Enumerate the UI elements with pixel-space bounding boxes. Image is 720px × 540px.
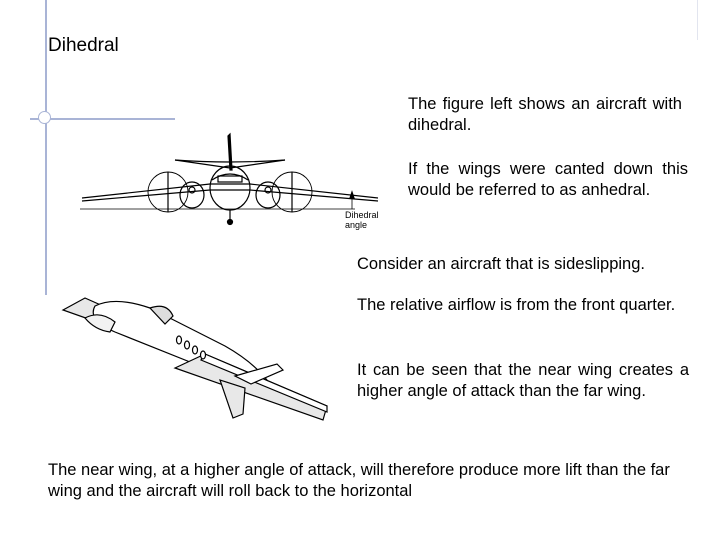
slide-title: Dihedral <box>48 35 119 56</box>
paragraph-angle-of-attack: It can be seen that the near wing creates a higher angle of attack than the far wing. <box>357 361 689 400</box>
dihedral-angle-caption <box>345 210 379 230</box>
paragraph-dihedral: The figure left shows an aircraft with dihedral. <box>408 95 682 134</box>
caption-line-2: angle <box>345 220 368 230</box>
paragraph-sideslip: Consider an aircraft that is sideslipping. <box>357 255 645 273</box>
frame-vertical-line <box>45 0 47 295</box>
paragraph-airflow: The relative airflow is from the front quarter. <box>357 296 676 314</box>
paragraph-conclusion: The near wing, at a higher angle of attack, will therefore produce more lift than the far wing and the aircraft will roll back to the horizontal <box>48 461 670 500</box>
frame-corner-line <box>697 0 698 40</box>
paragraph-anhedral: If the wings were canted down this would be referred to as anhedral. <box>408 160 688 199</box>
frame-horizontal-line <box>30 118 175 120</box>
frame-circle-ornament <box>38 111 51 124</box>
caption-line-1: Dihedral <box>345 210 379 220</box>
aircraft-sideslip-illustration <box>55 288 340 428</box>
